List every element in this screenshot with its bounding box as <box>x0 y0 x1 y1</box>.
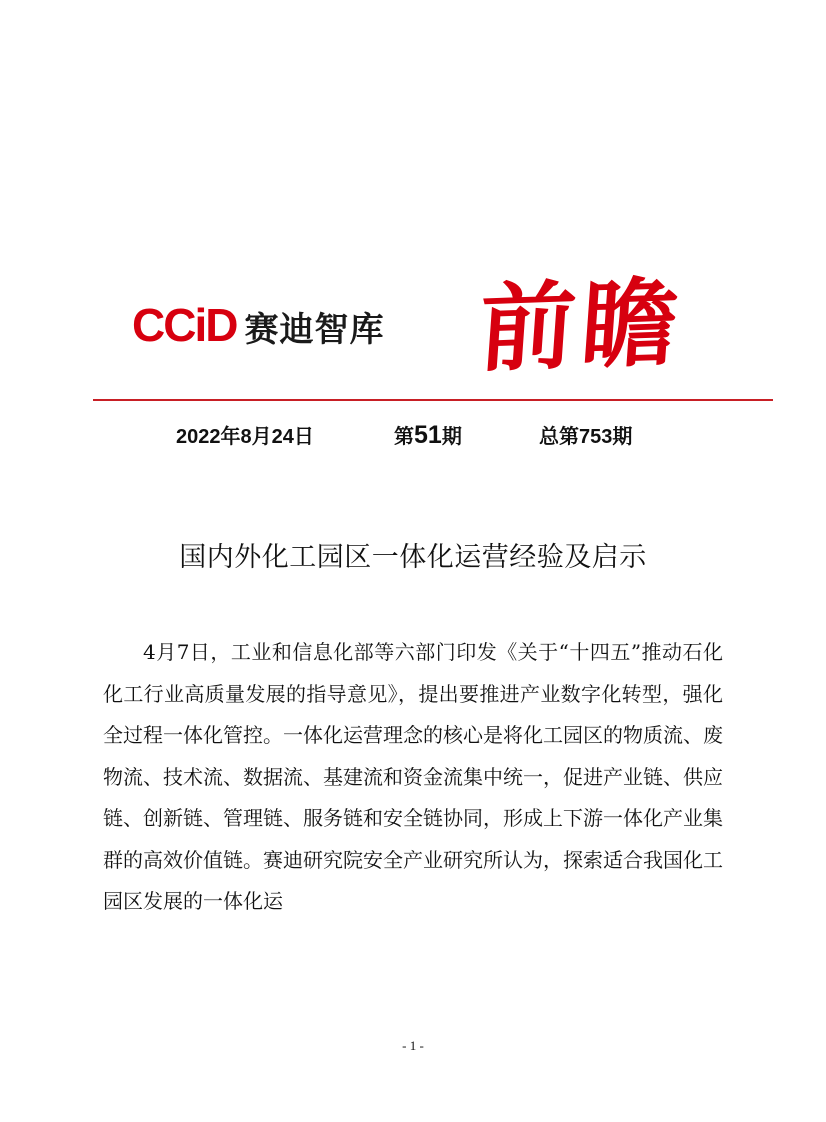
issue-line <box>176 420 696 450</box>
masthead <box>0 0 826 400</box>
publication-calligraphy-title: 前瞻 <box>475 265 688 386</box>
issue-number <box>394 420 539 450</box>
issue-date: 2022年8月24日 <box>176 426 314 448</box>
logo-org-name: 赛迪智库 <box>244 310 385 350</box>
article-title: 国内外化工园区一体化运营经验及启示 <box>179 542 647 573</box>
page-number: - 1 - <box>402 1038 424 1053</box>
total-issue: 总第753期 <box>539 426 633 448</box>
logo-brand: CCiD <box>132 299 237 351</box>
issue-prefix: 第 <box>394 426 414 448</box>
article-paragraph: 4月7日，工业和信息化部等六部门印发《关于“十四五”推动石化化工行业高质量发展的指导意见》，提出要推进产业数字化转型，强化全过程一体化管控。一体化运营理念的核心是将化工园区的物质流、废物流、技术流、数据流、基建流和资金流集中统一，促进产业链、供应链、创新链、管理链、服务链和安全链协同，形成上下游一体化产业集群的高效价值链。赛迪研究院安全产业研究所认为，探索适合我国化工园区发展的一体化运 <box>103 640 723 913</box>
issue-suffix: 期 <box>441 426 462 448</box>
header-divider <box>93 399 773 401</box>
ccid-logo <box>132 298 384 352</box>
issue-number-value: 51 <box>414 421 442 449</box>
